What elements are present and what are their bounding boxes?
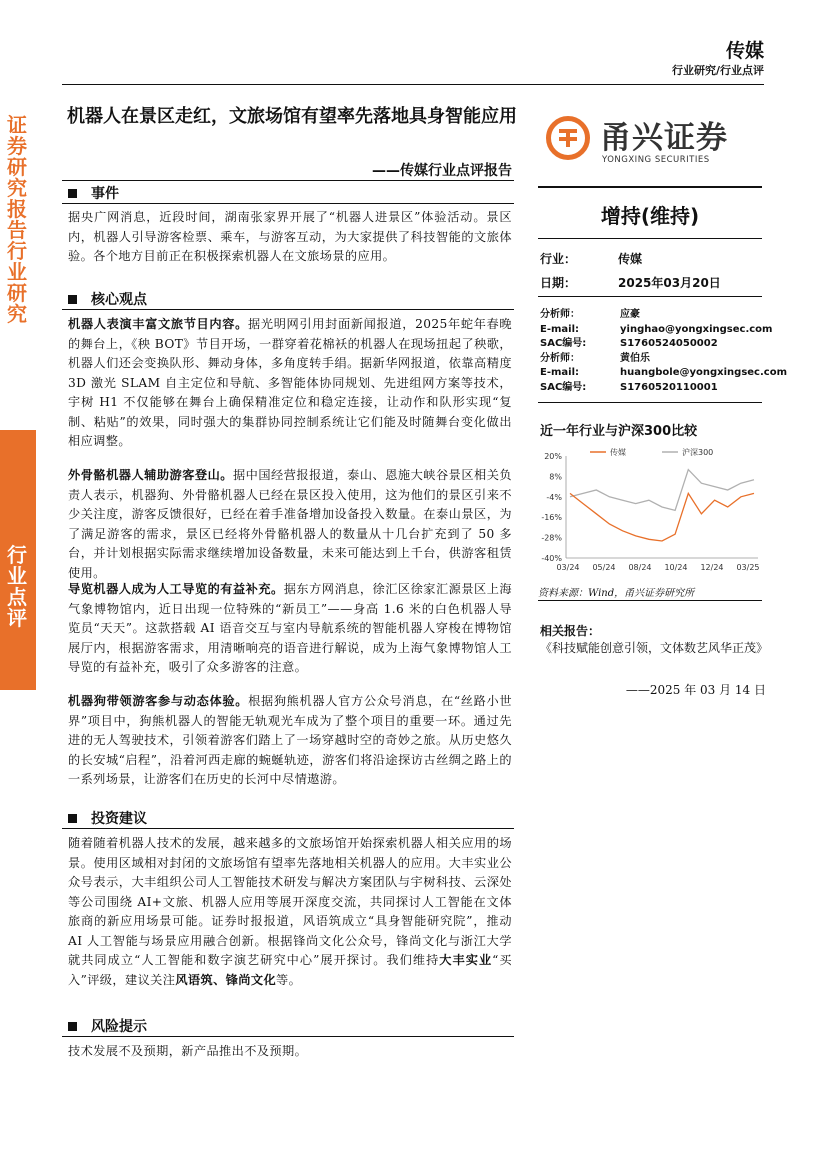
analyst-divider (538, 402, 762, 403)
chart-x-tick-label: 08/24 (628, 563, 652, 572)
section-divider (62, 1036, 514, 1037)
core-p1-body: 据光明网引用封面新闻报道，2025年蛇年春晚的舞台上，《秧 BOT》节目开场，一群穿着花棉袄的机器人在现场扭起了秧歌，机器人们还会变换队形、舞动身体，多角度转手绢。据新华网报道，依靠高精度 3D 激光 SLAM 自主定位和导航、多智能体协同规划、先进组网方案等技术，宇树 H1 不仅能够在舞台上确保精准定位和稳定连接，让动作和队形实现“复制、粘贴”的效果，同时强大的集群协同控制系统让它们能及时随舞台变化做出相应调整。 (68, 317, 512, 448)
chart-svg (530, 444, 770, 582)
core-p2-body: 据中国经营报报道，泰山、恩施大峡谷景区相关负责人表示，机器狗、外骨骼机器人已经在景区投入使用，这为他们的景区引来不少关注度，游客反馈很好，已经在着手准备增加设备投入数量。在泰山景区，为了满足游客的需求，景区已经将外骨骼机器人的数量从十几台扩充到了 50 多台，并计划根据实际需求继续增加设备数量，未来可能达到上千台，供游客租赁使用。 (68, 468, 512, 580)
section-core-title: 核心观点 (91, 292, 147, 308)
side-band-top (0, 113, 36, 326)
chart-divider (538, 600, 762, 601)
related-report-link[interactable]: 《科技赋能创意引领，文体数艺风华正茂》 (540, 641, 769, 655)
section-bullet-icon (68, 1022, 77, 1031)
core-p4-lead: 机器狗带领游客参与动态体验。 (68, 694, 249, 708)
meta-date (540, 274, 721, 291)
report-subtitle: ——传媒行业点评报告 (372, 163, 512, 179)
chart-series-line (570, 493, 754, 541)
analyst-row: 分析师： 黄伯乐 (540, 352, 650, 364)
rating: 增持(维持) (600, 204, 700, 228)
rating-top-divider (538, 186, 762, 188)
side-band-mid (0, 430, 36, 690)
core-p2-lead: 外骨骼机器人辅助游客登山。 (68, 468, 233, 482)
analyst-row: E-mail: yinghao@yongxingsec.com (540, 323, 773, 335)
core-p4-body: 根据狗熊机器人官方公众号消息，在“丝路小世界”项目中，狗熊机器人的智能无轨观光车成为了整个项目的重要一环。通过先进的无人驾驶技术，引领着游客们踏上了一场穿越时空的奇妙之旅。从历史悠久的长安城“启程”，沿着河西走廊的蜿蜒轨迹，游客们将沿途探访古丝绸之路上的一系列场景，让游客们在历史的长河中尽情遨游。 (68, 694, 512, 786)
header-sector: 传媒 (725, 40, 764, 62)
section-bullet-icon (68, 814, 77, 823)
chart-source: 资料来源：Wind，甬兴证券研究所 (538, 588, 695, 599)
section-core (68, 289, 147, 309)
meta-industry-value: 传媒 (618, 252, 643, 266)
side-band-top-text: 证券研究报告 行业研究 (7, 113, 27, 326)
chart-y-tick-label: 8% (549, 472, 562, 482)
core-p1-lead: 机器人表演丰富文旅节目内容。 (68, 317, 248, 331)
chart-x-tick-label: 05/24 (592, 563, 616, 572)
event-paragraph: 据央广网消息，近段时间，湖南张家界开展了“机器人进景区”体验活动。景区内，机器人引导游客检票、乘车，与游客互动，为大家提供了科技智能的文旅体验。各个地方目前正在积极探索机器人在文旅场景的应用。 (68, 210, 512, 263)
core-paragraph-1 (68, 315, 512, 452)
section-event (68, 183, 119, 203)
meta-divider (538, 296, 762, 297)
risk-paragraph: 技术发展不及预期，新产品推出不及预期。 (68, 1044, 308, 1058)
section-bullet-icon (68, 295, 77, 304)
core-paragraph-3 (68, 580, 512, 678)
meta-industry-label: 行业： (540, 252, 577, 266)
chart-y-tick-label: -40% (541, 554, 562, 563)
company-logo (546, 112, 756, 172)
analyst-row: SAC编号: S1760524050002 (540, 338, 718, 349)
meta-date-value: 2025年03月20日 (618, 276, 721, 290)
section-divider (62, 309, 514, 310)
chart-x-tick-label: 03/25 (736, 563, 760, 572)
chart-x-tick-label: 03/24 (556, 563, 580, 572)
invest-paragraph: 随着随着机器人技术的发展，越来越多的文旅场馆开始探索机器人相关应用的场景。使用区域相对封闭的文旅场馆有望率先落地相关机器人的应用。大丰实业公众号表示，大丰组织公司人工智能技术研发与解决方案团队与宇树科技、云深处等公司围绕 AI+文旅、机器人应用等展开深度交流，共同探讨人工智能在文体旅商的新应用场景可能。证券时报报道，风语筑成立“具身智能研究院”，推动 AI 人工智能与场景应用融合创新。根据锋尚文化公众号，锋尚文化与浙江大学就共同成立“人工智能和数字演艺研究中心”展开探讨。我们维持大丰实业“买入”评级，建议关注风语筑、锋尚文化等。 (68, 836, 513, 987)
chart-y-tick-label: 20% (544, 452, 562, 461)
side-band-mid-text: 行业点评 (7, 543, 27, 630)
core-paragraph-2 (68, 466, 512, 583)
chart-legend-label: 沪深300 (682, 448, 714, 457)
chart-x-tick-label: 12/24 (700, 563, 724, 572)
analyst-row: SAC编号: S1760520110001 (540, 381, 718, 393)
header-subtitle: 行业研究/行业点评 (671, 64, 764, 77)
section-divider (62, 203, 514, 204)
title-divider (62, 180, 514, 181)
rating-bottom-divider (538, 238, 762, 239)
section-bullet-icon (68, 189, 77, 198)
core-paragraph-4 (68, 692, 512, 790)
core-p3-body: 据东方网消息，徐汇区徐家汇源景区上海气象博物馆内，近日出现一位特殊的“新员工”——身高 1.6 米的白色机器人导览员“天天”。这款搭载 AI 语音交互与室内导航系统的智能机器人穿梭在博物馆展厅内，根据游客需求，用清晰响亮的语音进行解说，成为上海气象博物馆人工导览的有益补充，吸引了众多游客的注意。 (68, 582, 512, 674)
logo-mark-icon (546, 116, 590, 160)
section-divider (62, 828, 514, 829)
related-report-date: ——2025 年 03 月 14 日 (625, 683, 766, 697)
chart-y-tick-label: -16% (541, 513, 562, 523)
report-title: 机器人在景区走红，文旅场馆有望率先落地具身智能应用 (67, 106, 517, 127)
chart-y-tick-label: -4% (546, 492, 562, 502)
meta-industry (540, 250, 642, 267)
core-p3-lead: 导览机器人成为人工导览的有益补充。 (68, 582, 284, 596)
section-event-title: 事件 (91, 186, 119, 202)
related-heading: 相关报告： (540, 624, 601, 638)
invest-company-2: 风语筑、锋尚文化 (175, 972, 277, 987)
section-invest-title: 投资建议 (91, 811, 147, 827)
logo-text-en: YONGXING SECURITIES (602, 155, 710, 165)
section-risk (68, 1016, 147, 1036)
meta-date-label: 日期： (540, 276, 577, 290)
logo-text-cn: 甬兴证券 (600, 120, 728, 156)
section-invest (68, 808, 147, 828)
chart-x-tick-label: 10/24 (664, 563, 688, 572)
analyst-row: 分析师： 应豪 (540, 309, 640, 320)
analyst-row: E-mail: huangbole@yongxingsec.com (540, 367, 788, 378)
section-risk-title: 风险提示 (91, 1019, 147, 1035)
header-divider (62, 84, 764, 85)
chart-y-tick-label: -28% (541, 533, 562, 543)
analyst-block (540, 308, 787, 395)
chart-legend-label: 传媒 (610, 448, 626, 457)
chart-series-line (570, 470, 754, 511)
comparison-chart (530, 444, 770, 582)
chart-title: 近一年行业与沪深300比较 (540, 424, 698, 439)
invest-company-1: 大丰实业 (439, 953, 493, 967)
